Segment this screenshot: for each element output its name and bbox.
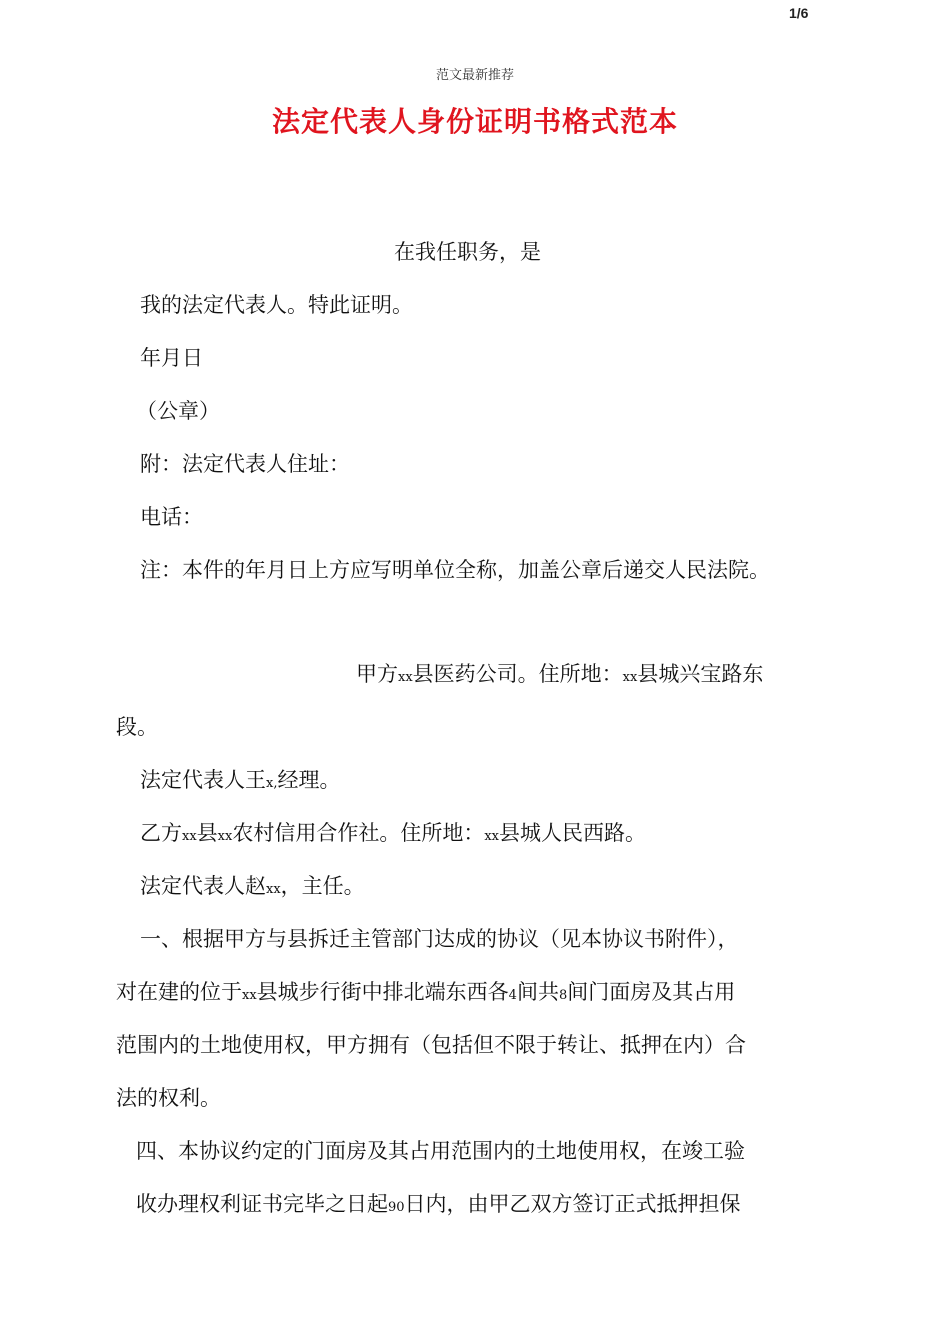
party-b-label: 乙方: [140, 821, 182, 845]
clause-1-line-4: 法的权利。: [116, 1086, 221, 1110]
body-line-3: 年月日: [140, 346, 203, 370]
party-a-address: 县城兴宝路东: [637, 662, 764, 686]
page-number: 1/6: [789, 5, 809, 21]
body-line-1: 在我任职务，是: [394, 240, 541, 264]
party-a-label: 甲方: [356, 662, 398, 686]
body-line-7: 注：本件的年月日上方应写明单位全称，加盖公章后递交人民法院。: [140, 558, 770, 582]
clause-text: 对在建的位于: [116, 980, 242, 1004]
party-b-representative-line: [140, 872, 365, 904]
clause-number: 4: [508, 988, 517, 1003]
placeholder-x: x,: [266, 776, 278, 791]
clause-text: 日内，由甲乙双方签订正式抵押担保: [404, 1192, 741, 1216]
body-line-2: 我的法定代表人。特此证明。: [140, 293, 413, 317]
party-a-company: 县医药公司。住所地：: [412, 662, 623, 686]
party-b-company: 农村信用合作社。住所地：: [232, 821, 485, 845]
party-b-line: [140, 819, 646, 851]
placeholder-xx: xx: [242, 988, 257, 1003]
clause-1-line-1: 一、根据甲方与县拆迁主管部门达成的协议（见本协议书附件），: [140, 927, 739, 951]
body-line-6: 电话：: [140, 505, 203, 529]
representative-title: 经理。: [277, 768, 341, 792]
placeholder-xx: xx: [622, 670, 638, 685]
clause-4-line-2: [136, 1190, 741, 1222]
party-b-text: 县: [196, 821, 218, 845]
clause-4-line-1: 四、本协议约定的门面房及其占用范围内的土地使用权，在竣工验: [136, 1139, 745, 1163]
clause-text: 间门面房及其占用: [567, 980, 736, 1004]
representative-label: 法定代表人王: [140, 768, 266, 792]
header-note: 范文最新推荐: [435, 68, 514, 83]
placeholder-xx: xx: [398, 670, 413, 685]
placeholder-xx: xx: [266, 882, 281, 897]
clause-text: 县城步行街中排北端东西各: [256, 980, 509, 1004]
party-a-representative-line: [140, 766, 340, 798]
placeholder-xx: xx: [182, 829, 197, 844]
document-title: 法定代表人身份证明书格式范本: [271, 105, 678, 138]
representative-label: 法定代表人赵: [140, 874, 266, 898]
clause-text: 收办理权利证书完毕之日起: [136, 1192, 388, 1216]
clause-1-line-3: 范围内的土地使用权，甲方拥有（包括但不限于转让、抵押在内）合: [116, 1033, 746, 1057]
body-line-9: 段。: [116, 715, 158, 739]
clause-number: 90: [388, 1200, 405, 1215]
body-line-4: （公章）: [136, 399, 220, 423]
clause-text: 间共: [516, 980, 559, 1004]
clause-number: 8: [558, 988, 568, 1003]
clause-1-line-2: [116, 978, 735, 1010]
placeholder-xx: xx: [484, 829, 500, 844]
representative-title: ，主任。: [280, 874, 365, 898]
party-b-address: 县城人民西路。: [499, 821, 647, 845]
placeholder-xx: xx: [217, 829, 233, 844]
party-a-line: [356, 660, 763, 692]
body-line-5: 附：法定代表人住址：: [140, 452, 350, 476]
